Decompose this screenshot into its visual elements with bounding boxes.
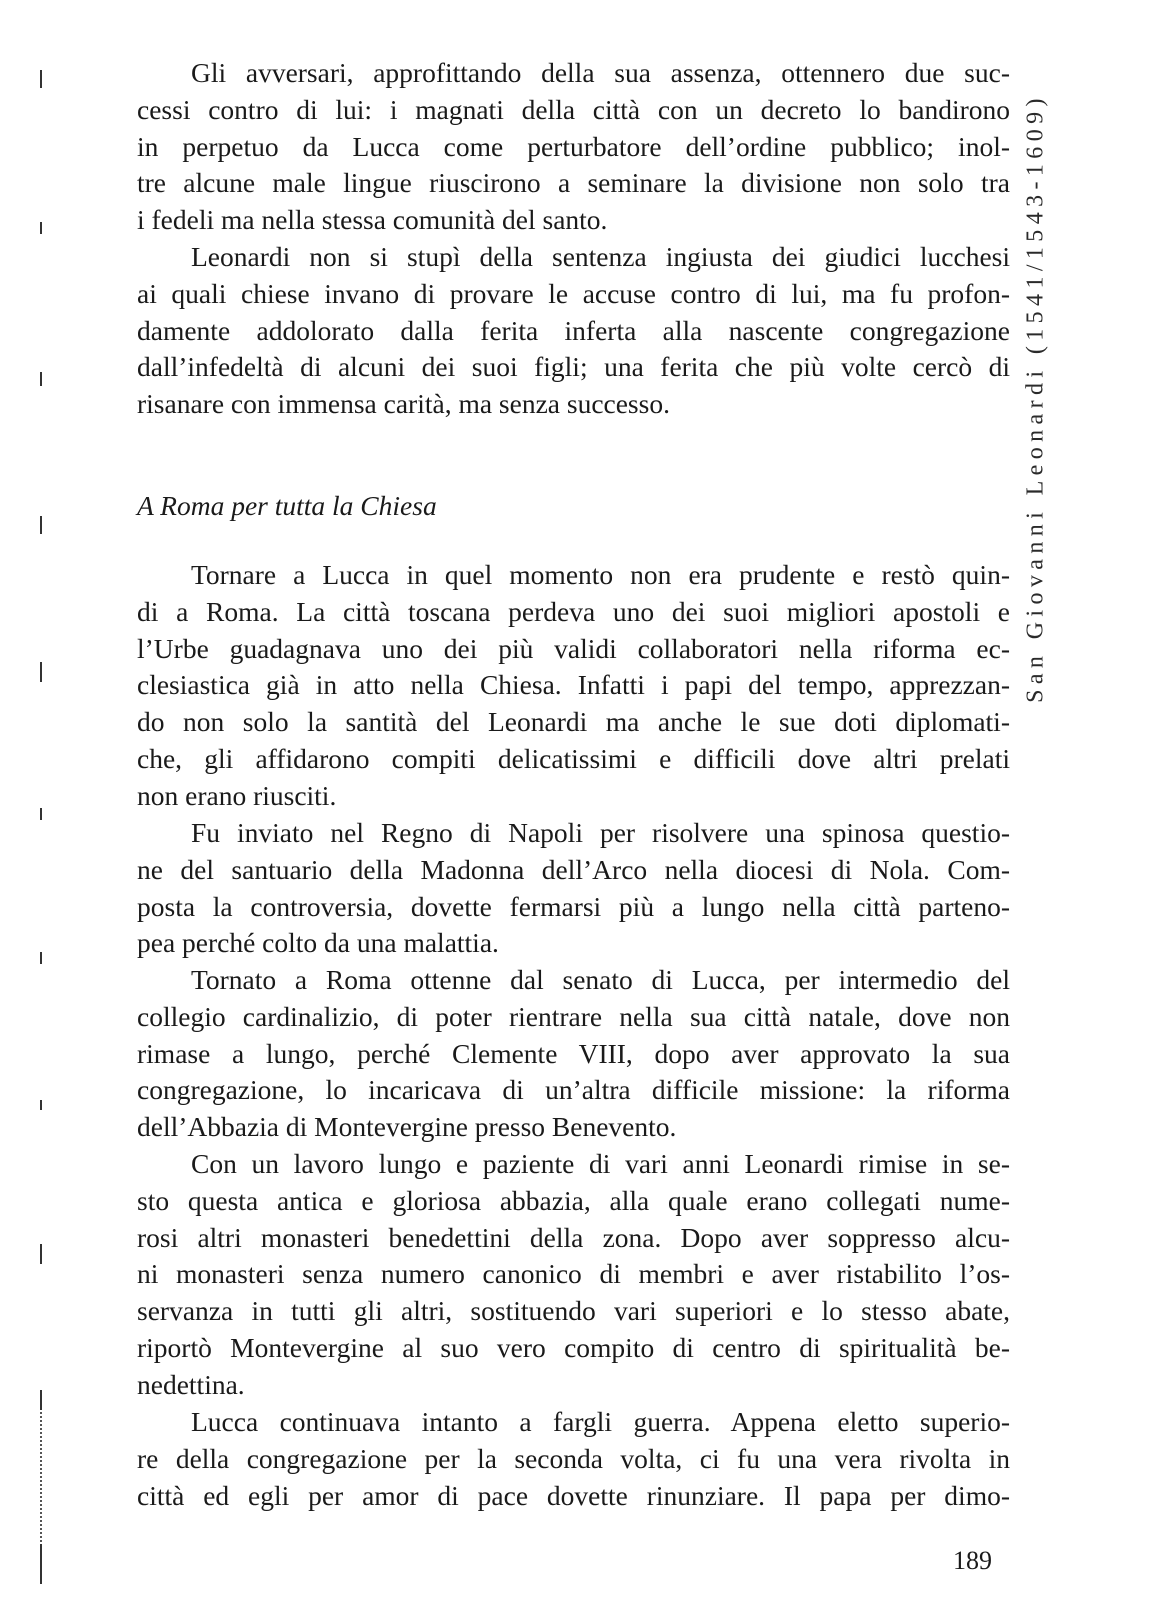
paragraph-7 [137, 1404, 1010, 1514]
text-line: rosi altri monasteri benedettini della zona. Dopo aver soppresso alcu- [137, 1221, 1010, 1253]
page-number: 189 [953, 1546, 992, 1575]
text-line: posta la controversia, dovette fermarsi più a lungo nella città parteno- [137, 890, 1010, 922]
paragraph-6 [137, 1146, 1010, 1404]
text-line: non erano riusciti. [137, 779, 337, 811]
gutter-mark [40, 1544, 42, 1584]
text-line: città ed egli per amor di pace dovette rinunziare. Il papa per dimo- [137, 1479, 1010, 1511]
text-line: Lucca continuava intanto a fargli guerra. Appena eletto superio- [191, 1406, 1010, 1437]
text-line: tre alcune male lingue riuscirono a seminare la divisione non solo tra [137, 167, 1010, 199]
paragraph-3 [137, 557, 1010, 815]
text-line: di a Roma. La città toscana perdeva uno dei suoi migliori apostoli e [137, 595, 1010, 627]
text-line: Leonardi non si stupì della sentenza ingiusta dei giudici lucchesi [191, 241, 1010, 272]
text-line: Fu inviato nel Regno di Napoli per risolvere una spinosa questio- [191, 817, 1010, 848]
text-line: i fedeli ma nella stessa comunità del santo. [137, 204, 608, 236]
text-line: do non solo la santità del Leonardi ma anche le sue doti diplomati- [137, 706, 1010, 738]
text-line: riportò Montevergine al suo vero compito di centro di spiritualità be- [137, 1331, 1010, 1363]
gutter-mark [40, 516, 42, 534]
text-line: nedettina. [137, 1368, 245, 1400]
paragraph-4 [137, 815, 1010, 962]
text-line: re della congregazione per la seconda volta, ci fu una vera rivolta in [137, 1442, 1010, 1474]
text-line: ai quali chiese invano di provare le accuse contro di lui, ma fu profon- [137, 277, 1010, 309]
gutter-dotted-line [40, 1412, 42, 1542]
text-line: l’Urbe guadagnava uno dei più validi collaboratori nella riforma ec- [137, 632, 1010, 664]
text-line: in perpetuo da Lucca come perturbatore dell’ordine pubblico; inol- [137, 130, 1010, 162]
text-line: damente addolorato dalla ferita inferta alla nascente congregazione [137, 314, 1010, 346]
text-line: servanza in tutti gli altri, sostituendo vari superiori e lo stesso abate, [137, 1295, 1010, 1327]
gutter-mark [40, 662, 42, 682]
text-line: cessi contro di lui: i magnati della città con un decreto lo bandirono [137, 93, 1010, 125]
text-line: rimase a lungo, perché Clemente VIII, dopo aver approvato la sua [137, 1037, 1010, 1069]
gutter-mark [40, 1244, 42, 1264]
text-line: pea perché colto da una malattia. [137, 927, 499, 959]
paragraph-5 [137, 962, 1010, 1146]
paragraph-2 [137, 239, 1010, 423]
text-line: clesiastica già in atto nella Chiesa. Infatti i papi del tempo, apprezzan- [137, 669, 1010, 701]
gutter-mark [40, 952, 42, 964]
text-line: Gli avversari, approfittando della sua assenza, ottennero due suc- [191, 57, 1010, 88]
gutter-mark [40, 372, 42, 386]
gutter-mark [40, 222, 42, 234]
text-line: sto questa antica e gloriosa abbazia, alla quale erano collegati nume- [137, 1184, 1010, 1216]
gutter-mark [40, 1100, 42, 1110]
text-line: che, gli affidarono compiti delicatissimi e difficili dove altri prelati [137, 742, 1010, 774]
gutter-mark [40, 1390, 42, 1410]
text-line: risanare con immensa carità, ma senza successo. [137, 388, 670, 420]
text-line: dall’infedeltà di alcuni dei suoi figli; una ferita che più volte cercò di [137, 351, 1010, 383]
text-line: ni monasteri senza numero canonico di membri e aver ristabilito l’os- [137, 1258, 1010, 1290]
text-line: Tornare a Lucca in quel momento non era prudente e restò quin- [191, 559, 1010, 590]
gutter-mark [40, 808, 42, 820]
section-heading: A Roma per tutta la Chiesa [137, 490, 437, 521]
text-line: Con un lavoro lungo e paziente di vari anni Leonardi rimise in se- [191, 1148, 1010, 1179]
text-line: collegio cardinalizio, di poter rientrare nella sua città natale, dove non [137, 1000, 1010, 1032]
paragraph-1 [137, 55, 1010, 239]
text-line: ne del santuario della Madonna dell’Arco nella diocesi di Nola. Com- [137, 853, 1010, 885]
text-line: Tornato a Roma ottenne dal senato di Lucca, per intermedio del [191, 964, 1010, 995]
running-head-text: San Giovanni Leonardi (1541/1543-1609) [1022, 93, 1049, 703]
gutter-mark [40, 70, 42, 88]
running-head [1016, 48, 1056, 748]
text-line: dell’Abbazia di Montevergine presso Benevento. [137, 1111, 677, 1143]
text-line: congregazione, lo incaricava di un’altra difficile missione: la riforma [137, 1074, 1010, 1106]
